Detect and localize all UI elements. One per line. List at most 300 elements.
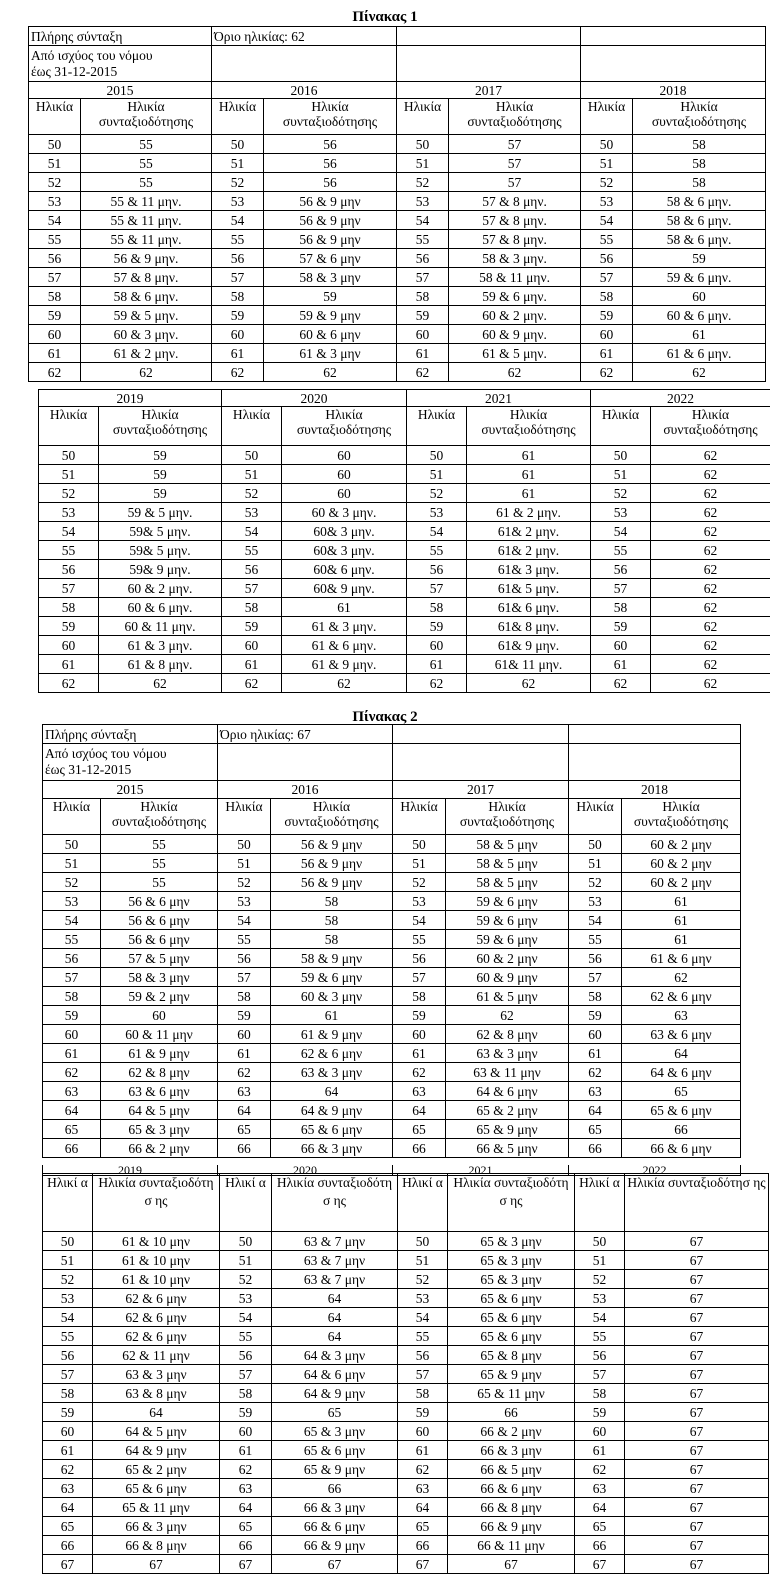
age-cell: 56: [397, 249, 449, 268]
pension-age-cell: 60 & 6 μην: [264, 325, 397, 344]
age-cell: 57: [43, 968, 101, 987]
pension-age-cell: 62: [651, 484, 770, 503]
pension-age-cell: 66 & 5 μην: [448, 1460, 575, 1479]
pension-age-cell: 61 & 5 μην.: [449, 344, 581, 363]
pension-age-cell: 61& 6 μην.: [467, 598, 591, 617]
pension-age-cell: 66 & 5 μην: [446, 1139, 569, 1158]
age-cell: 61: [591, 655, 651, 674]
age-cell: 63: [398, 1479, 448, 1498]
pension-age-cell: 61& 2 μην.: [467, 522, 591, 541]
age-cell: 54: [222, 522, 282, 541]
table-row: [43, 1270, 769, 1289]
age-cell: 54: [218, 911, 271, 930]
col-header-pension-age: Ηλικία συνταξιοδότησ ης: [272, 1174, 398, 1232]
age-cell: 53: [575, 1289, 625, 1308]
age-cell: 60: [222, 636, 282, 655]
year-header: 2019: [43, 1165, 218, 1176]
age-cell: 66: [398, 1536, 448, 1555]
age-cell: 55: [581, 230, 633, 249]
pension-age-cell: 66 & 6 μην: [272, 1517, 398, 1536]
pension-age-cell: 60 & 2 μην: [622, 873, 741, 892]
age-cell: 58: [393, 987, 446, 1006]
pension-age-cell: 63 & 7 μην: [272, 1232, 398, 1251]
year-header: 2018: [581, 82, 766, 99]
age-cell: 58: [397, 287, 449, 306]
pension-age-cell: 60& 9 μην.: [282, 579, 407, 598]
age-cell: 54: [569, 911, 622, 930]
age-cell: 61: [29, 344, 81, 363]
age-cell: 60: [575, 1422, 625, 1441]
age-cell: 64: [218, 1101, 271, 1120]
age-cell: 60: [569, 1025, 622, 1044]
age-cell: 55: [220, 1327, 272, 1346]
pension-age-cell: 65 & 9 μην: [448, 1365, 575, 1384]
age-cell: 56: [581, 249, 633, 268]
age-cell: 60: [398, 1422, 448, 1441]
pension-age-cell: 61 & 2 μην.: [81, 344, 212, 363]
table-row: [39, 484, 770, 503]
table-row: [43, 930, 741, 949]
pension-age-cell: 55: [101, 854, 218, 873]
col-header-pension-age: Ηλικία συνταξιοδότησης: [271, 799, 393, 835]
pension-age-cell: 61 & 8 μην.: [99, 655, 222, 674]
age-cell: 54: [220, 1308, 272, 1327]
pension-age-cell: 60 & 2 μην.: [99, 579, 222, 598]
pension-age-cell: 56 & 6 μην: [101, 930, 218, 949]
age-cell: 55: [222, 541, 282, 560]
pension-age-cell: 61 & 9 μην: [271, 1025, 393, 1044]
age-cell: 52: [393, 873, 446, 892]
pension-age-cell: 59 & 6 μην: [446, 930, 569, 949]
pension-age-cell: 64 & 9 μην: [271, 1101, 393, 1120]
pension-age-cell: 67: [625, 1403, 769, 1422]
age-cell: 63: [218, 1082, 271, 1101]
pension-age-cell: 58 & 9 μην: [271, 949, 393, 968]
age-cell: 57: [397, 268, 449, 287]
pension-age-cell: 56 & 6 μην: [101, 892, 218, 911]
table-row: [29, 306, 766, 325]
age-cell: 60: [407, 636, 467, 655]
age-cell: 62: [569, 1063, 622, 1082]
pension-age-cell: 67: [625, 1536, 769, 1555]
age-cell: 58: [220, 1384, 272, 1403]
pension-age-cell: 64: [272, 1308, 398, 1327]
table-row: [43, 1082, 741, 1101]
pension-age-cell: 64 & 6 μην: [622, 1063, 741, 1082]
age-cell: 56: [29, 249, 81, 268]
age-cell: 66: [43, 1139, 101, 1158]
age-cell: 56: [222, 560, 282, 579]
age-cell: 66: [43, 1536, 93, 1555]
age-cell: 62: [29, 363, 81, 382]
pension-age-cell: 59 & 5 μην.: [81, 306, 212, 325]
pension-age-cell: 60 & 9 μην: [446, 968, 569, 987]
table-row: [39, 674, 770, 693]
pension-age-cell: 61: [622, 892, 741, 911]
age-cell: 55: [212, 230, 264, 249]
age-cell: 59: [591, 617, 651, 636]
pension-age-cell: 62: [651, 541, 770, 560]
pension-age-cell: 62 & 11 μην: [93, 1346, 220, 1365]
pension-age-cell: 59& 5 μην.: [99, 541, 222, 560]
age-cell: 59: [43, 1403, 93, 1422]
pension-age-cell: 55 & 11 μην.: [81, 230, 212, 249]
pension-age-cell: 64 & 5 μην: [101, 1101, 218, 1120]
age-cell: 56: [569, 949, 622, 968]
pension-age-cell: 67: [625, 1517, 769, 1536]
age-cell: 61: [393, 1044, 446, 1063]
col-header-pension-age: Ηλικία συνταξιοδότησης: [651, 407, 770, 446]
year-header: 2015: [29, 82, 212, 99]
pension-age-cell: 56: [264, 135, 397, 154]
table-row: [29, 363, 766, 382]
age-cell: 53: [591, 503, 651, 522]
pension-age-cell: 67: [625, 1232, 769, 1251]
table-row: [43, 1006, 741, 1025]
age-cell: 64: [398, 1498, 448, 1517]
table2-block-a: [42, 724, 741, 1158]
age-cell: 64: [393, 1101, 446, 1120]
pension-age-cell: 65: [622, 1082, 741, 1101]
col-header-pension-age: Ηλικία συνταξιοδότησ ης: [93, 1174, 220, 1232]
age-cell: 57: [569, 968, 622, 987]
age-cell: 64: [569, 1101, 622, 1120]
age-cell: 55: [407, 541, 467, 560]
age-cell: 50: [397, 135, 449, 154]
table-row: [39, 655, 770, 674]
age-cell: 51: [212, 154, 264, 173]
col-header-age: Ηλικία: [591, 407, 651, 446]
age-cell: 62: [43, 1063, 101, 1082]
age-cell: 52: [581, 173, 633, 192]
col-header-pension-age: Ηλικία συνταξιοδότησης: [467, 407, 591, 446]
table-row: [29, 135, 766, 154]
pension-age-cell: 61 & 5 μην: [446, 987, 569, 1006]
pension-age-cell: 60 & 6 μην.: [99, 598, 222, 617]
table1-block-a: [28, 26, 766, 382]
age-cell: 57: [212, 268, 264, 287]
pension-age-cell: 61: [282, 598, 407, 617]
pension-age-cell: 55: [81, 154, 212, 173]
pension-age-cell: 66: [622, 1120, 741, 1139]
pension-age-cell: 62 & 6 μην: [622, 987, 741, 1006]
pension-age-cell: 66 & 8 μην: [448, 1498, 575, 1517]
table-row: [43, 1232, 769, 1251]
age-cell: 52: [212, 173, 264, 192]
age-cell: 55: [218, 930, 271, 949]
age-cell: 50: [222, 446, 282, 465]
age-cell: 50: [569, 835, 622, 854]
pension-age-cell: 62: [651, 503, 770, 522]
pension-age-cell: 63 & 7 μην: [272, 1251, 398, 1270]
age-cell: 51: [398, 1251, 448, 1270]
age-cell: 58: [591, 598, 651, 617]
pension-age-cell: 63 & 6 μην: [101, 1082, 218, 1101]
pension-age-cell: 61: [271, 1006, 393, 1025]
age-cell: 54: [397, 211, 449, 230]
table-row: [43, 854, 741, 873]
pension-age-cell: 67: [448, 1555, 575, 1574]
age-cell: 53: [581, 192, 633, 211]
age-cell: 64: [43, 1498, 93, 1517]
pension-age-cell: 61& 3 μην.: [467, 560, 591, 579]
pension-age-cell: 61 & 6 μην.: [633, 344, 766, 363]
pension-age-cell: 62: [81, 363, 212, 382]
pension-age-cell: 56: [264, 173, 397, 192]
pension-age-cell: 60 & 3 μην: [271, 987, 393, 1006]
age-cell: 51: [39, 465, 99, 484]
age-cell: 59: [39, 617, 99, 636]
pension-age-cell: 56 & 9 μην: [264, 192, 397, 211]
age-cell: 55: [569, 930, 622, 949]
age-cell: 50: [398, 1232, 448, 1251]
age-cell: 61: [575, 1441, 625, 1460]
age-cell: 61: [398, 1441, 448, 1460]
pension-age-cell: 62: [651, 522, 770, 541]
pension-age-cell: 65 & 3 μην: [101, 1120, 218, 1139]
pension-age-cell: 67: [625, 1327, 769, 1346]
pension-age-cell: 67: [625, 1308, 769, 1327]
age-cell: 59: [398, 1403, 448, 1422]
age-cell: 59: [218, 1006, 271, 1025]
age-cell: 58: [29, 287, 81, 306]
age-cell: 62: [222, 674, 282, 693]
age-cell: 60: [39, 636, 99, 655]
age-cell: 50: [575, 1232, 625, 1251]
age-cell: 51: [407, 465, 467, 484]
age-cell: 59: [569, 1006, 622, 1025]
pension-age-cell: 56 & 9 μην: [264, 230, 397, 249]
pension-age-cell: 63 & 8 μην: [93, 1384, 220, 1403]
pension-age-cell: 66 & 6 μην: [622, 1139, 741, 1158]
pension-age-cell: 59& 9 μην.: [99, 560, 222, 579]
age-cell: 51: [222, 465, 282, 484]
table-row: [43, 1422, 769, 1441]
pension-age-cell: 61 & 3 μην.: [99, 636, 222, 655]
year-header: 2018: [569, 781, 741, 799]
age-cell: 54: [43, 911, 101, 930]
pension-age-cell: 58 & 5 μην: [446, 835, 569, 854]
col-header-age: Ηλικία: [29, 99, 81, 135]
pension-age-cell: 64 & 9 μην: [272, 1384, 398, 1403]
pension-age-cell: 61: [467, 484, 591, 503]
pension-age-cell: 66 & 6 μην: [448, 1479, 575, 1498]
age-cell: 58: [407, 598, 467, 617]
age-cell: 57: [43, 1365, 93, 1384]
age-cell: 66: [393, 1139, 446, 1158]
pension-age-cell: 64: [622, 1044, 741, 1063]
age-cell: 51: [29, 154, 81, 173]
age-cell: 53: [222, 503, 282, 522]
pension-age-cell: 65 & 3 μην: [448, 1232, 575, 1251]
pension-age-cell: 60 & 3 μην.: [282, 503, 407, 522]
age-cell: 53: [397, 192, 449, 211]
info-age-limit: Όριο ηλικίας: 67: [218, 725, 393, 744]
pension-age-cell: 66 & 3 μην: [448, 1441, 575, 1460]
pension-age-cell: 60: [282, 446, 407, 465]
table-row: [39, 541, 770, 560]
pension-age-cell: 67: [625, 1498, 769, 1517]
pension-age-cell: 60 & 2 μην: [622, 835, 741, 854]
pension-age-cell: 60 & 11 μην.: [99, 617, 222, 636]
age-cell: 58: [212, 287, 264, 306]
pension-age-cell: 57: [449, 154, 581, 173]
pension-age-cell: 58 & 6 μην.: [633, 192, 766, 211]
age-cell: 62: [407, 674, 467, 693]
age-cell: 53: [43, 892, 101, 911]
age-cell: 54: [581, 211, 633, 230]
pension-age-cell: 62: [449, 363, 581, 382]
pension-age-cell: 64 & 9 μην: [93, 1441, 220, 1460]
table-row: [29, 173, 766, 192]
pension-age-cell: 61& 8 μην.: [467, 617, 591, 636]
age-cell: 63: [43, 1082, 101, 1101]
pension-age-cell: 67: [625, 1460, 769, 1479]
col-header-age: Ηλικία: [393, 799, 446, 835]
age-cell: 50: [43, 1232, 93, 1251]
col-header-pension-age: Ηλικία συνταξιοδότησης: [81, 99, 212, 135]
pension-age-cell: 59 & 6 μην: [446, 892, 569, 911]
age-cell: 55: [397, 230, 449, 249]
age-cell: 60: [591, 636, 651, 655]
pension-age-cell: 61& 5 μην.: [467, 579, 591, 598]
age-cell: 55: [43, 930, 101, 949]
age-cell: 62: [39, 674, 99, 693]
pension-age-cell: 61 & 3 μην.: [282, 617, 407, 636]
age-cell: 52: [575, 1270, 625, 1289]
year-header: 2017: [397, 82, 581, 99]
age-cell: 62: [591, 674, 651, 693]
pension-age-cell: 56 & 9 μην: [271, 854, 393, 873]
age-cell: 58: [222, 598, 282, 617]
pension-age-cell: 62 & 6 μην: [93, 1289, 220, 1308]
age-cell: 60: [393, 1025, 446, 1044]
pension-age-cell: 63 & 3 μην: [93, 1365, 220, 1384]
age-cell: 58: [581, 287, 633, 306]
pension-age-cell: 62: [622, 968, 741, 987]
age-cell: 50: [220, 1232, 272, 1251]
age-cell: 50: [43, 835, 101, 854]
pension-age-cell: 63 & 3 μην: [271, 1063, 393, 1082]
pension-age-cell: 56 & 9 μην: [264, 211, 397, 230]
age-cell: 54: [407, 522, 467, 541]
pension-age-cell: 61 & 10 μην: [93, 1232, 220, 1251]
age-cell: 63: [393, 1082, 446, 1101]
info-full-pension: Πλήρης σύνταξη: [29, 27, 212, 46]
table-row: [43, 1555, 769, 1574]
age-cell: 58: [575, 1384, 625, 1403]
pension-age-cell: 65 & 3 μην: [448, 1251, 575, 1270]
year-row: [39, 390, 770, 407]
pension-age-cell: 62: [467, 674, 591, 693]
age-cell: 60: [43, 1422, 93, 1441]
pension-age-cell: 60: [282, 465, 407, 484]
age-cell: 54: [393, 911, 446, 930]
col-header-age: Ηλικί α: [575, 1174, 625, 1232]
age-cell: 54: [29, 211, 81, 230]
table-row: [43, 835, 741, 854]
age-cell: 51: [220, 1251, 272, 1270]
pension-age-cell: 66 & 11 μην: [448, 1536, 575, 1555]
col-header-age: Ηλικία: [407, 407, 467, 446]
age-cell: 65: [218, 1120, 271, 1139]
age-cell: 54: [398, 1308, 448, 1327]
table-row: [29, 154, 766, 173]
age-cell: 54: [212, 211, 264, 230]
age-cell: 55: [43, 1327, 93, 1346]
age-cell: 52: [222, 484, 282, 503]
pension-age-cell: 58 & 3 μην.: [449, 249, 581, 268]
pension-age-cell: 67: [625, 1289, 769, 1308]
age-cell: 63: [569, 1082, 622, 1101]
pension-age-cell: 66 & 9 μην: [448, 1517, 575, 1536]
pension-age-cell: 67: [625, 1251, 769, 1270]
table-row: [39, 598, 770, 617]
col-header-age: Ηλικία: [39, 407, 99, 446]
age-cell: 50: [29, 135, 81, 154]
age-cell: 50: [591, 446, 651, 465]
pension-age-cell: 65 & 9 μην: [446, 1120, 569, 1139]
pension-age-cell: 57 & 8 μην.: [449, 211, 581, 230]
year-header: 2021: [407, 390, 591, 407]
pension-age-cell: 57: [449, 135, 581, 154]
pension-age-cell: 58: [271, 930, 393, 949]
pension-age-cell: 65 & 2 μην: [446, 1101, 569, 1120]
pension-age-cell: 61& 2 μην.: [467, 541, 591, 560]
pension-age-cell: 62: [651, 655, 770, 674]
table-row: [29, 325, 766, 344]
age-cell: 53: [393, 892, 446, 911]
pension-age-cell: 62: [99, 674, 222, 693]
pension-age-cell: 58 & 6 μην.: [633, 230, 766, 249]
col-header-age: Ηλικί α: [43, 1174, 93, 1232]
age-cell: 60: [397, 325, 449, 344]
pension-age-cell: 64: [272, 1327, 398, 1346]
pension-age-cell: 62 & 6 μην: [93, 1308, 220, 1327]
pension-age-cell: 60: [282, 484, 407, 503]
pension-age-cell: 66 & 3 μην: [93, 1517, 220, 1536]
table-row: [29, 268, 766, 287]
age-cell: 51: [591, 465, 651, 484]
pension-age-cell: 59 & 2 μην: [101, 987, 218, 1006]
age-cell: 55: [398, 1327, 448, 1346]
info-full-pension: Πλήρης σύνταξη: [43, 725, 218, 744]
table-row: [43, 1101, 741, 1120]
age-cell: 51: [575, 1251, 625, 1270]
age-cell: 59: [212, 306, 264, 325]
table-row: [43, 1460, 769, 1479]
age-cell: 55: [393, 930, 446, 949]
year-header: 2020: [222, 390, 407, 407]
pension-age-cell: 66 & 2 μην: [448, 1422, 575, 1441]
pension-age-cell: 65 & 8 μην: [448, 1346, 575, 1365]
col-header-age: Ηλικία: [397, 99, 449, 135]
pension-age-cell: 67: [625, 1479, 769, 1498]
pension-age-cell: 66 & 9 μην: [272, 1536, 398, 1555]
age-cell: 62: [220, 1460, 272, 1479]
table-row: [39, 636, 770, 655]
pension-age-cell: 62: [651, 617, 770, 636]
pension-age-cell: 59 & 9 μην: [264, 306, 397, 325]
pension-age-cell: 64 & 6 μην: [446, 1082, 569, 1101]
col-header-pension-age: Ηλικία συνταξιοδότησης: [264, 99, 397, 135]
col-header-age: Ηλικία: [218, 799, 271, 835]
table-row: [29, 287, 766, 306]
pension-age-cell: 62: [651, 579, 770, 598]
age-cell: 59: [222, 617, 282, 636]
pension-age-cell: 55: [81, 135, 212, 154]
age-cell: 58: [218, 987, 271, 1006]
